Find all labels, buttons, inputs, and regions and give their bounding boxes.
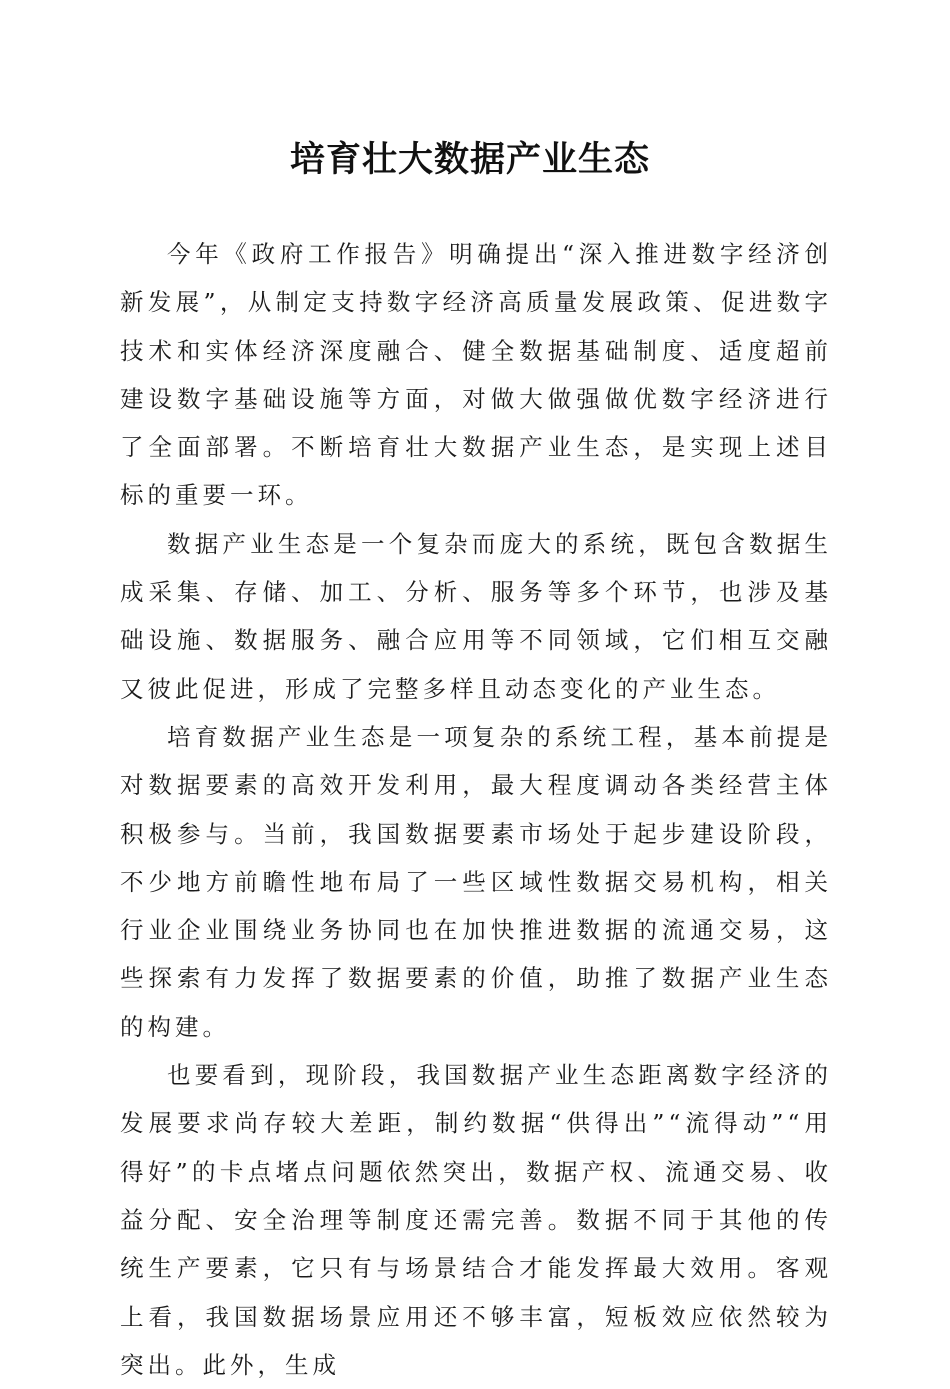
paragraph-4: 也要看到，现阶段，我国数据产业生态距离数字经济的发展要求尚存较大差距，制约数据“供得出”“流得动”“用得好”的卡点堵点问题依然突出，数据产权、流通交易、收益分配、安全治理等制度还需完善。数据不同于其他的传统生产要素，它只有与场景结合才能发挥最大效用。客观上看，我国数据场景应用还不够丰富，短板效应依然较为突出。此外，生成 <box>120 1061 832 1379</box>
paragraph-1: 今年《政府工作报告》明确提出“深入推进数字经济创新发展”，从制定支持数字经济高质量发展政策、促进数字技术和实体经济深度融合、健全数据基础制度、适度超前建设数字基础设施等方面，对做大做强做优数字经济进行了全面部署。不断培育壮大数据产业生态，是实现上述目标的重要一环。 <box>120 240 832 510</box>
document-body <box>120 230 832 1389</box>
paragraph-2: 数据产业生态是一个复杂而庞大的系统，既包含数据生成采集、存储、加工、分析、服务等多个环节，也涉及基础设施、数据服务、融合应用等不同领域，它们相互交融又彼此促进，形成了完整多样且动态变化的产业生态。 <box>120 529 832 703</box>
paragraph-3: 培育数据产业生态是一项复杂的系统工程，基本前提是对数据要素的高效开发利用，最大程度调动各类经营主体积极参与。当前，我国数据要素市场处于起步建设阶段，不少地方前瞻性地布局了一些区域性数据交易机构，相关行业企业围绕业务协同也在加快推进数据的流通交易，这些探索有力发挥了数据要素的价值，助推了数据产业生态的构建。 <box>120 722 832 1041</box>
document-title: 培育壮大数据产业生态 <box>289 139 650 180</box>
